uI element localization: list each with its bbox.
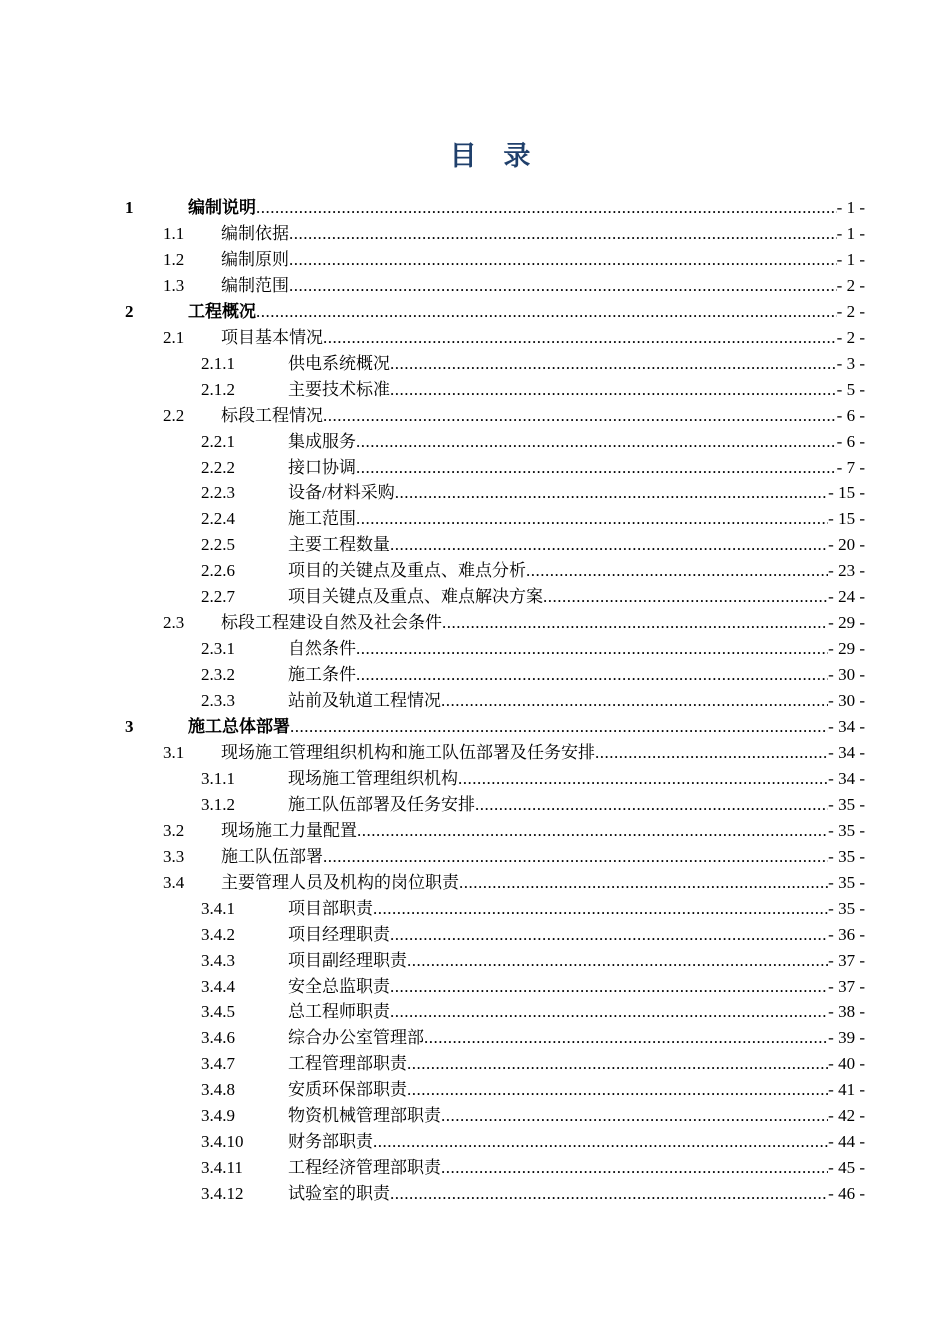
toc-entry-title: 项目关键点及重点、难点解决方案 [288,587,543,607]
toc-entry-number: 3.4.6 [201,1028,235,1048]
toc-entry-number: 2.2.2 [201,457,235,477]
toc-dot-leader [459,870,828,896]
toc-entry[interactable] [163,844,865,870]
toc-entry-title: 施工总体部署 [188,717,290,736]
toc-dot-leader [407,1051,828,1077]
toc-entry-page: - 1 - [836,223,865,243]
toc-entry-page: - 44 - [828,1132,865,1152]
toc-entry-page: - 5 - [836,379,865,399]
toc-entry-number: 1.3 [163,275,185,295]
toc-entry-number: 2 [125,301,134,321]
toc-entry-number: 2.3.1 [201,639,235,659]
toc-entry-title: 施工范围 [288,509,356,529]
toc-entry-page: - 35 - [828,872,865,892]
toc-entry-page: - 36 - [828,924,865,944]
toc-entry[interactable] [201,429,865,455]
toc-entry-page: - 30 - [828,665,865,685]
toc-dot-leader [442,610,828,636]
toc-entry-number: 3.1.2 [201,794,235,814]
toc-entry-number: 3.4.9 [201,1106,235,1126]
toc-dot-leader [526,558,828,584]
toc-entry-page: - 2 - [836,275,865,295]
toc-entry-number: 3.4.2 [201,924,235,944]
toc-entry-title: 主要技术标准 [288,379,390,399]
toc-dot-leader [356,662,828,688]
toc-entry-number: 2.1 [163,327,185,347]
toc-entry-title: 工程概况 [188,301,256,321]
toc-entry-page: - 38 - [828,1002,865,1022]
toc-entry-title: 主要工程数量 [288,535,390,555]
toc-entry-title: 安全总监职责 [288,976,390,996]
toc-entry-number: 2.2 [163,405,185,425]
toc-entry-page: - 6 - [836,405,865,425]
toc-dot-leader [441,688,828,714]
toc-entry-title: 工程经济管理部职责 [288,1158,441,1178]
toc-dot-leader [323,325,837,351]
toc-entry-title: 现场施工管理组织机构 [288,768,458,788]
toc-entry-page: - 40 - [828,1054,865,1074]
toc-entry[interactable] [163,221,865,247]
toc-entry-number: 2.2.5 [201,535,235,555]
toc-entry-number: 2.2.6 [201,561,235,581]
toc-entry-title: 接口协调 [288,457,356,477]
toc-entry-title: 施工队伍部署及任务安排 [288,794,475,814]
toc-entry-page: - 35 - [828,846,865,866]
toc-entry-title: 供电系统概况 [288,353,390,373]
toc-entry-page: - 6 - [836,431,865,451]
toc-entry-page: - 45 - [828,1158,865,1178]
toc-entry-number: 3 [125,717,134,736]
toc-dot-leader [395,480,828,506]
toc-entry-title: 项目部职责 [288,898,373,918]
toc-entry-number: 2.2.7 [201,587,235,607]
toc-entry[interactable] [201,1051,865,1077]
toc-entry-number: 3.4.5 [201,1002,235,1022]
toc-entry-page: - 2 - [836,301,865,321]
toc-entry[interactable] [201,1155,865,1181]
toc-dot-leader [256,299,837,325]
toc-entry[interactable] [201,974,865,1000]
toc-entry[interactable] [125,299,865,325]
toc-entry-page: - 1 - [836,198,865,217]
page-title: 目 录 [449,141,541,171]
toc-entry-page: - 7 - [836,457,865,477]
toc-entry[interactable] [163,740,865,766]
toc-entry-page: - 39 - [828,1028,865,1048]
toc-entry[interactable] [201,688,865,714]
toc-entry-title: 项目的关键点及重点、难点分析 [288,561,526,581]
toc-entry[interactable] [201,636,865,662]
toc-dot-leader [390,922,828,948]
toc-entry[interactable] [125,714,865,740]
toc-entry-number: 3.4 [163,872,185,892]
toc-entry-page: - 1 - [836,249,865,269]
toc-dot-leader [390,1181,828,1207]
toc-dot-leader [441,1103,828,1129]
toc-entry-title: 试验室的职责 [288,1184,390,1204]
toc-entry-number: 3.4.8 [201,1080,235,1100]
toc-dot-leader [356,429,837,455]
toc-dot-leader [323,403,837,429]
toc-entry-title: 工程管理部职责 [288,1054,407,1074]
toc-entry-page: - 37 - [828,976,865,996]
toc-entry-title: 编制原则 [221,249,289,269]
toc-entry-title: 现场施工管理组织机构和施工队伍部署及任务安排 [221,742,595,762]
toc-entry-page: - 15 - [828,509,865,529]
toc-entry-number: 2.3.2 [201,665,235,685]
toc-entry-page: - 41 - [828,1080,865,1100]
toc-entry[interactable] [125,195,865,221]
toc-entry-title: 安质环保部职责 [288,1080,407,1100]
toc-entry[interactable] [201,377,865,403]
toc-entry-title: 现场施工力量配置 [221,820,357,840]
toc-dot-leader [323,844,828,870]
toc-entry[interactable] [201,1181,865,1207]
toc-entry-title: 综合办公室管理部 [288,1028,424,1048]
toc-entry[interactable] [163,247,865,273]
toc-entry-number: 2.1.1 [201,353,235,373]
toc-entry[interactable] [201,1077,865,1103]
toc-entry[interactable] [201,558,865,584]
toc-entry[interactable] [201,948,865,974]
toc-entry-page: - 34 - [828,768,865,788]
toc-entry-title: 设备/材料采购 [288,483,395,503]
toc-entry-title: 财务部职责 [288,1132,373,1152]
toc-dot-leader [356,455,837,481]
toc-entry-title: 自然条件 [288,639,356,659]
toc-entry-page: - 23 - [828,561,865,581]
toc-entry-page: - 20 - [828,535,865,555]
toc-entry-number: 3.4.7 [201,1054,235,1074]
toc-dot-leader [290,714,828,740]
toc-entry-number: 3.4.11 [201,1158,243,1178]
toc-dot-leader [390,999,828,1025]
toc-entry-title: 编制依据 [221,223,289,243]
toc-entry-title: 主要管理人员及机构的岗位职责 [221,872,459,892]
toc-entry[interactable] [201,351,865,377]
toc-entry-title: 项目经理职责 [288,924,390,944]
toc-entry[interactable] [201,766,865,792]
toc-entry-number: 2.2.4 [201,509,235,529]
toc-entry-title: 物资机械管理部职责 [288,1106,441,1126]
toc-entry-number: 3.2 [163,820,185,840]
toc-entry-page: - 42 - [828,1106,865,1126]
toc-entry-number: 3.4.1 [201,898,235,918]
toc-entry[interactable] [201,480,865,506]
toc-entry-number: 2.2.3 [201,483,235,503]
toc-entry-page: - 15 - [828,483,865,503]
toc-entry[interactable] [163,325,865,351]
toc-dot-leader [543,584,828,610]
toc-entry-title: 标段工程情况 [221,405,323,425]
toc-entry-page: - 35 - [828,820,865,840]
toc-dot-leader [390,351,837,377]
toc-dot-leader [373,896,828,922]
toc-entry-page: - 3 - [836,353,865,373]
toc-entry-page: - 34 - [828,742,865,762]
toc-entry-number: 3.4.3 [201,950,235,970]
toc-dot-leader [289,273,837,299]
toc-entry[interactable] [163,818,865,844]
toc-entry-page: - 34 - [828,717,865,736]
toc-dot-leader [256,195,837,221]
toc-entry-number: 1.1 [163,223,185,243]
toc-entry[interactable] [163,403,865,429]
toc-dot-leader [424,1025,828,1051]
toc-dot-leader [475,792,828,818]
toc-entry[interactable] [163,870,865,896]
toc-entry[interactable] [201,1025,865,1051]
toc-dot-leader [356,506,828,532]
toc-entry-number: 2.1.2 [201,379,235,399]
toc-entry-page: - 46 - [828,1184,865,1204]
toc-dot-leader [390,974,828,1000]
toc-entry[interactable] [201,506,865,532]
toc-entry[interactable] [163,273,865,299]
toc-entry-number: 3.4.10 [201,1132,244,1152]
toc-entry-title: 项目副经理职责 [288,950,407,970]
toc-entry-page: - 37 - [828,950,865,970]
toc-entry[interactable] [201,455,865,481]
toc-entry-title: 集成服务 [288,431,356,451]
toc-entry-number: 1.2 [163,249,185,269]
toc-entry-title: 编制说明 [188,198,256,217]
toc-entry-number: 3.3 [163,846,185,866]
toc-entry-number: 3.4.12 [201,1184,244,1204]
toc-entry[interactable] [201,1103,865,1129]
toc-dot-leader [357,818,828,844]
toc-entry-title: 编制范围 [221,275,289,295]
toc-entry[interactable] [201,662,865,688]
toc-dot-leader [289,221,837,247]
toc-dot-leader [390,377,837,403]
toc-entry[interactable] [201,1129,865,1155]
toc-entry-page: - 2 - [836,327,865,347]
toc-dot-leader [407,1077,828,1103]
toc-dot-leader [441,1155,828,1181]
toc-entry-title: 总工程师职责 [288,1002,390,1022]
toc-entry-title: 施工队伍部署 [221,846,323,866]
toc-entry[interactable] [201,584,865,610]
toc-entry-title: 站前及轨道工程情况 [288,691,441,711]
toc-dot-leader [407,948,828,974]
toc-dot-leader [458,766,828,792]
toc-entry[interactable] [201,532,865,558]
toc-entry-title: 标段工程建设自然及社会条件 [221,613,442,633]
toc-entry-number: 2.3 [163,613,185,633]
toc-dot-leader [356,636,828,662]
toc-dot-leader [289,247,837,273]
toc-entry-number: 3.1 [163,742,185,762]
toc-entry-number: 1 [125,198,134,217]
toc-entry-number: 3.4.4 [201,976,235,996]
toc-entry[interactable] [201,999,865,1025]
toc-dot-leader [390,532,828,558]
toc-entry[interactable] [201,896,865,922]
toc-entry[interactable] [201,792,865,818]
toc-dot-leader [595,740,828,766]
toc-entry-page: - 29 - [828,639,865,659]
toc-entry-page: - 30 - [828,691,865,711]
toc-entry-page: - 24 - [828,587,865,607]
toc-entry-title: 施工条件 [288,665,356,685]
toc-entry-number: 3.1.1 [201,768,235,788]
toc-entry-page: - 29 - [828,613,865,633]
toc-dot-leader [373,1129,828,1155]
toc-entry-title: 项目基本情况 [221,327,323,347]
toc-entry[interactable] [201,922,865,948]
toc-entry-page: - 35 - [828,794,865,814]
toc-entry[interactable] [163,610,865,636]
toc-entry-page: - 35 - [828,898,865,918]
toc-entry-number: 2.3.3 [201,691,235,711]
toc-entry-number: 2.2.1 [201,431,235,451]
